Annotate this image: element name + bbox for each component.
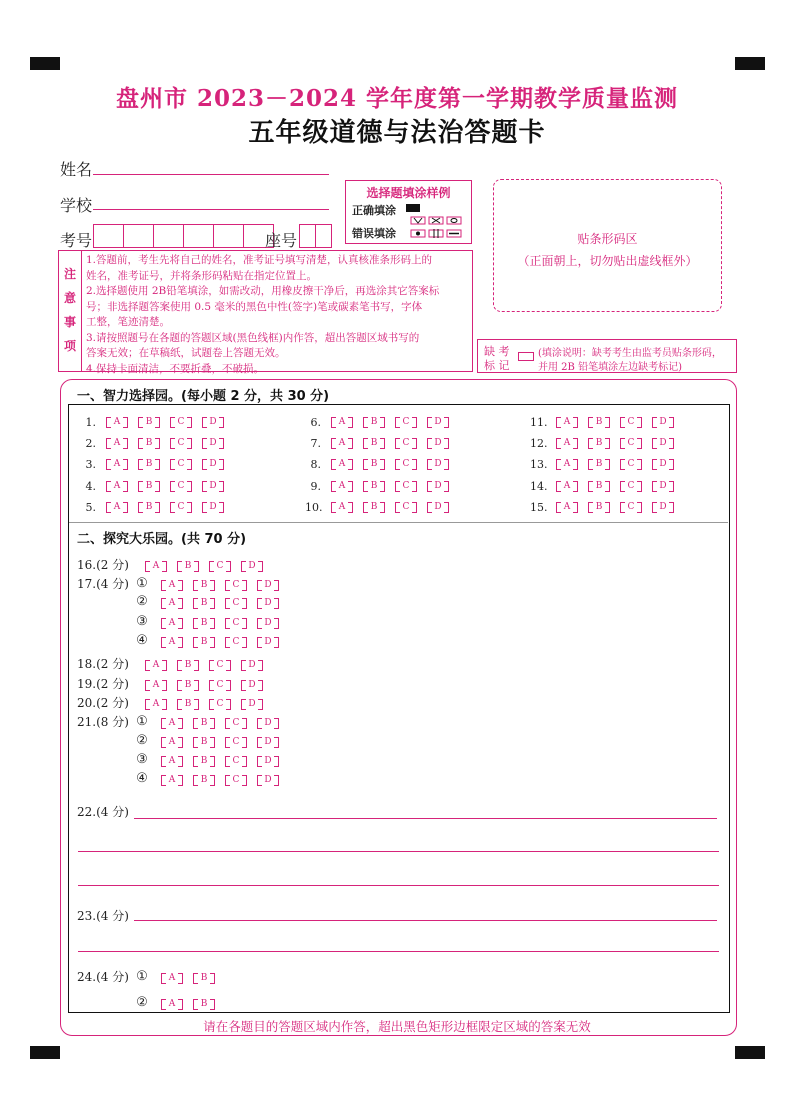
question-17-sub4 <box>133 633 279 648</box>
fill-sample-title: 选择题填涂样例 <box>366 186 451 200</box>
answer-option-bubble[interactable]: D <box>202 459 224 470</box>
notice-line: 3.请按照题号在各题的答题区域(黑色线框)内作答，超出答题区域书写的 <box>86 331 420 344</box>
answer-option-bubble[interactable]: D <box>202 438 224 449</box>
corner-marker-bottom-left <box>30 1046 60 1059</box>
notice-line: 工整，笔迹清楚。 <box>86 316 170 328</box>
question-number: 15. <box>530 501 548 514</box>
answer-option-bubble[interactable]: B <box>193 637 215 648</box>
choice-question <box>530 501 674 514</box>
option-row <box>151 970 215 984</box>
answer-option-bubble[interactable]: B <box>363 459 385 470</box>
wrong-fill-marks <box>410 215 466 241</box>
answer-option-bubble[interactable]: A <box>106 502 128 513</box>
answer-option-bubble[interactable]: D <box>202 481 224 492</box>
sub-question-marker: ③ <box>136 752 148 767</box>
choice-question <box>530 480 674 493</box>
notice-char: 意 <box>64 291 77 305</box>
footer-warning: 请在各题目的答题区域内作答，超出黑色矩形边框限定区域的答案无效 <box>203 1019 591 1034</box>
question-23 <box>77 907 129 924</box>
answer-option-bubble[interactable]: A <box>161 999 183 1010</box>
question-19 <box>77 675 263 692</box>
question-17 <box>77 575 279 592</box>
answer-option-bubble[interactable]: A <box>106 438 128 449</box>
section-divider <box>69 522 728 523</box>
fill-sample-box <box>345 180 472 244</box>
answer-option-bubble[interactable]: A <box>331 481 353 492</box>
answer-option-bubble[interactable]: D <box>202 502 224 513</box>
barcode-area[interactable] <box>493 179 722 312</box>
answer-option-bubble[interactable]: D <box>257 718 279 729</box>
answer-option-bubble[interactable]: B <box>193 775 215 786</box>
question-21-sub3 <box>133 752 279 767</box>
seat-no-label: 座号 <box>265 231 298 250</box>
wrong-fill-label: 错误填涂 <box>352 227 396 240</box>
answer-line[interactable] <box>78 951 719 952</box>
choice-question <box>530 437 674 450</box>
question-label: 18.(2 分) <box>77 657 129 671</box>
choice-question <box>305 416 449 429</box>
answer-option-bubble[interactable]: C <box>225 737 247 748</box>
question-label: 19.(2 分) <box>77 677 129 691</box>
answer-option-bubble[interactable]: C <box>620 481 642 492</box>
answer-option-bubble[interactable]: B <box>363 417 385 428</box>
answer-option-bubble[interactable]: B <box>193 598 215 609</box>
barcode-label: 贴条形码区 <box>577 232 638 246</box>
answer-option-bubble[interactable]: D <box>241 699 263 710</box>
choice-question <box>305 458 449 471</box>
option-row <box>135 558 263 572</box>
answer-option-bubble[interactable]: A <box>145 561 167 572</box>
answer-option-bubble[interactable]: C <box>209 680 231 691</box>
section2-heading: 二、探究大乐园。(共 70 分) <box>77 532 247 547</box>
choice-question <box>80 501 224 514</box>
answer-option-bubble[interactable]: A <box>161 973 183 984</box>
name-label: 姓名 <box>60 160 93 179</box>
question-number: 9. <box>310 480 321 493</box>
answer-option-bubble[interactable]: D <box>241 680 263 691</box>
answer-option-bubble[interactable]: D <box>241 561 263 572</box>
choice-question <box>80 458 224 471</box>
answer-option-bubble[interactable]: B <box>177 699 199 710</box>
answer-option-bubble[interactable]: C <box>395 417 417 428</box>
question-number: 10. <box>305 501 323 514</box>
option-row <box>151 753 279 767</box>
answer-option-bubble[interactable]: B <box>193 580 215 591</box>
answer-option-bubble[interactable]: D <box>257 775 279 786</box>
answer-option-bubble[interactable]: A <box>331 417 353 428</box>
answer-option-bubble[interactable]: C <box>620 459 642 470</box>
sub-question-marker: ② <box>136 733 148 748</box>
answer-option-bubble[interactable]: B <box>193 973 215 984</box>
answer-option-bubble[interactable]: D <box>427 417 449 428</box>
answer-option-bubble[interactable]: B <box>138 481 160 492</box>
answer-option-bubble[interactable]: A <box>331 438 353 449</box>
absence-label-1: 缺 考 <box>484 345 510 358</box>
answer-line[interactable] <box>134 818 717 819</box>
question-18 <box>77 655 263 672</box>
question-22 <box>77 803 129 820</box>
sub-question-marker: ① <box>136 714 148 729</box>
corner-marker-top-right <box>735 57 765 70</box>
answer-option-bubble[interactable]: D <box>652 459 674 470</box>
sub-question-marker: ① <box>136 576 148 591</box>
answer-option-bubble[interactable]: A <box>331 459 353 470</box>
answer-line[interactable] <box>78 851 719 852</box>
answer-option-bubble[interactable]: D <box>202 417 224 428</box>
notice-line: 答案无效；在草稿纸，试题卷上答题无效。 <box>86 347 286 359</box>
exam-no-label: 考号 <box>60 231 93 250</box>
absence-label-2: 标 记 <box>484 359 510 372</box>
answer-option-bubble[interactable]: C <box>620 438 642 449</box>
answer-option-bubble[interactable]: A <box>556 459 578 470</box>
answer-option-bubble[interactable]: B <box>363 502 385 513</box>
answer-option-bubble[interactable]: A <box>106 459 128 470</box>
correct-fill-label: 正确填涂 <box>352 204 396 217</box>
question-17-sub3 <box>133 614 279 629</box>
answer-option-bubble[interactable]: C <box>209 561 231 572</box>
question-number: 14. <box>530 480 548 493</box>
answer-option-bubble[interactable]: B <box>193 737 215 748</box>
notice-line: 号；非选择题答案使用 0.5 毫米的黑色中性(签字)笔或碳素笔书写，字体 <box>86 300 423 313</box>
answer-option-bubble[interactable]: C <box>170 459 192 470</box>
notice-line: 2.选择题使用 2B铅笔填涂，如需改动，用橡皮擦干净后，再选涂其它答案标 <box>86 285 440 297</box>
question-label: 23.(4 分) <box>77 909 129 923</box>
question-label: 16.(2 分) <box>77 558 129 572</box>
question-number: 1. <box>85 416 96 429</box>
answer-option-bubble[interactable]: C <box>225 637 247 648</box>
notice-items <box>86 253 469 377</box>
answer-option-bubble[interactable]: A <box>106 481 128 492</box>
seat-no-field[interactable] <box>299 224 332 248</box>
option-row <box>151 595 279 609</box>
option-row <box>135 696 263 710</box>
question-24-sub2 <box>133 995 215 1010</box>
question-16 <box>77 556 263 573</box>
answer-option-bubble[interactable]: D <box>652 502 674 513</box>
answer-option-bubble[interactable]: D <box>652 417 674 428</box>
option-row <box>151 715 279 729</box>
answer-option-bubble[interactable]: A <box>161 598 183 609</box>
absence-note-1: (填涂说明：缺考考生由监考员贴条形码， <box>538 348 722 359</box>
question-21 <box>77 713 279 730</box>
answer-option-bubble[interactable]: A <box>145 699 167 710</box>
answer-option-bubble[interactable]: D <box>427 481 449 492</box>
sub-question-marker: ① <box>136 969 148 984</box>
answer-option-bubble[interactable]: A <box>161 618 183 629</box>
answer-option-bubble[interactable]: D <box>427 438 449 449</box>
answer-option-bubble[interactable]: B <box>177 660 199 671</box>
option-row <box>151 577 279 591</box>
answer-option-bubble[interactable]: B <box>138 502 160 513</box>
choice-question <box>305 437 449 450</box>
correct-fill-mark <box>406 204 420 212</box>
answer-option-bubble[interactable]: B <box>193 718 215 729</box>
choice-question <box>80 416 224 429</box>
answer-option-bubble[interactable]: C <box>395 502 417 513</box>
answer-option-bubble[interactable]: B <box>588 417 610 428</box>
answer-option-bubble[interactable]: B <box>193 999 215 1010</box>
option-row <box>135 657 263 671</box>
answer-option-bubble[interactable]: A <box>556 502 578 513</box>
question-label: 20.(2 分) <box>77 696 129 710</box>
answer-option-bubble[interactable]: C <box>395 481 417 492</box>
school-label: 学校 <box>60 196 93 215</box>
answer-option-bubble[interactable]: A <box>161 756 183 767</box>
exam-title: 盘州市 2023－2024 学年度第一学期教学质量监测 <box>115 85 679 112</box>
answer-option-bubble[interactable]: A <box>161 580 183 591</box>
answer-option-bubble[interactable]: B <box>177 680 199 691</box>
answer-option-bubble[interactable]: C <box>170 417 192 428</box>
answer-option-bubble[interactable]: D <box>257 598 279 609</box>
answer-option-bubble[interactable]: B <box>363 481 385 492</box>
sub-question-marker: ④ <box>136 771 148 786</box>
choice-question <box>305 501 449 514</box>
answer-option-bubble[interactable]: B <box>177 561 199 572</box>
answer-option-bubble[interactable]: D <box>427 459 449 470</box>
answer-option-bubble[interactable]: C <box>170 502 192 513</box>
question-label: 21.(8 分) <box>77 715 129 729</box>
answer-option-bubble[interactable]: B <box>138 417 160 428</box>
answer-option-bubble[interactable]: C <box>209 699 231 710</box>
answer-option-bubble[interactable]: D <box>257 580 279 591</box>
answer-option-bubble[interactable]: B <box>138 438 160 449</box>
answer-option-bubble[interactable]: C <box>225 756 247 767</box>
answer-option-bubble[interactable]: B <box>588 438 610 449</box>
answer-option-bubble[interactable]: C <box>209 660 231 671</box>
choice-question <box>530 458 674 471</box>
notice-title-bar <box>59 251 82 371</box>
answer-option-bubble[interactable]: C <box>225 618 247 629</box>
section1-heading: 一、智力选择园。(每小题 2 分，共 30 分) <box>77 389 330 404</box>
question-number: 3. <box>85 458 96 471</box>
question-label: 24.(4 分) <box>77 970 129 984</box>
question-21-sub4 <box>133 771 279 786</box>
option-row <box>135 677 263 691</box>
question-17-sub2 <box>133 594 279 609</box>
answer-option-bubble[interactable]: C <box>395 438 417 449</box>
answer-option-bubble[interactable]: C <box>225 598 247 609</box>
question-number: 2. <box>85 437 96 450</box>
card-subtitle: 五年级道德与法治答题卡 <box>248 118 546 148</box>
answer-option-bubble[interactable]: D <box>257 737 279 748</box>
answer-option-bubble[interactable]: B <box>138 459 160 470</box>
notice-char: 事 <box>64 315 77 329</box>
sub-question-marker: ④ <box>136 633 148 648</box>
answer-line[interactable] <box>134 920 717 921</box>
choice-question <box>80 437 224 450</box>
corner-marker-top-left <box>30 57 60 70</box>
sub-question-marker: ② <box>136 995 148 1010</box>
option-row <box>151 634 279 648</box>
question-number: 11. <box>530 416 548 429</box>
answer-option-bubble[interactable]: D <box>257 637 279 648</box>
answer-option-bubble[interactable]: A <box>161 637 183 648</box>
answer-option-bubble[interactable]: B <box>193 618 215 629</box>
notice-char: 项 <box>64 339 77 353</box>
answer-option-bubble[interactable]: A <box>145 660 167 671</box>
sub-question-marker: ② <box>136 594 148 609</box>
question-number: 5. <box>85 501 96 514</box>
answer-option-bubble[interactable]: D <box>652 481 674 492</box>
barcode-instruction: （正面朝上，切勿贴出虚线框外） <box>517 254 698 268</box>
answer-option-bubble[interactable]: D <box>257 756 279 767</box>
answer-option-bubble[interactable]: B <box>363 438 385 449</box>
absence-mark-box <box>477 339 737 373</box>
option-row <box>151 615 279 629</box>
answer-option-bubble[interactable]: C <box>225 580 247 591</box>
answer-option-bubble[interactable]: A <box>556 481 578 492</box>
question-number: 13. <box>530 458 548 471</box>
answer-option-bubble[interactable]: A <box>556 417 578 428</box>
answer-option-bubble[interactable]: C <box>170 481 192 492</box>
choice-question <box>305 480 449 493</box>
answer-option-bubble[interactable]: D <box>241 660 263 671</box>
answer-option-bubble[interactable]: C <box>620 417 642 428</box>
answer-option-bubble[interactable]: A <box>145 680 167 691</box>
answer-option-bubble[interactable]: D <box>427 502 449 513</box>
school-field[interactable] <box>93 209 329 210</box>
absence-mark-checkbox[interactable] <box>518 352 534 361</box>
answer-option-bubble[interactable]: A <box>161 775 183 786</box>
answer-option-bubble[interactable]: D <box>652 438 674 449</box>
answer-option-bubble[interactable]: A <box>106 417 128 428</box>
choice-question <box>530 416 674 429</box>
question-number: 8. <box>310 458 321 471</box>
notice-box <box>58 250 473 375</box>
answer-option-bubble[interactable]: A <box>161 737 183 748</box>
choice-question <box>80 480 224 493</box>
answer-option-bubble[interactable]: B <box>588 502 610 513</box>
notice-line: 1.答题前，考生先将自己的姓名，准考证号填写清楚，认真核准条形码上的 <box>86 254 433 266</box>
notice-line: 4.保持卡面清洁，不要折叠，不破损。 <box>86 362 265 375</box>
option-row <box>151 996 215 1010</box>
answer-option-bubble[interactable]: A <box>161 718 183 729</box>
answer-line[interactable] <box>78 885 719 886</box>
question-number: 6. <box>310 416 321 429</box>
question-21-sub2 <box>133 733 279 748</box>
question-number: 4. <box>85 480 96 493</box>
question-label: 17.(4 分) <box>77 577 129 591</box>
answer-option-bubble[interactable]: C <box>395 459 417 470</box>
sub-question-marker: ③ <box>136 614 148 629</box>
notice-line: 姓名，准考证号，并将条形码粘贴在指定位置上。 <box>86 269 317 282</box>
answer-option-bubble[interactable]: B <box>588 459 610 470</box>
answer-option-bubble[interactable]: C <box>225 775 247 786</box>
name-field[interactable] <box>93 174 329 175</box>
answer-option-bubble[interactable]: D <box>257 618 279 629</box>
corner-marker-bottom-right <box>735 1046 765 1059</box>
question-24 <box>77 968 215 985</box>
answer-option-bubble[interactable]: C <box>225 718 247 729</box>
option-row <box>151 734 279 748</box>
question-label: 22.(4 分) <box>77 805 129 819</box>
option-row <box>151 772 279 786</box>
question-number: 12. <box>530 437 548 450</box>
absence-note-2: 并用 2B 铅笔填涂左边缺考标记) <box>538 362 682 373</box>
question-20 <box>77 694 263 711</box>
answer-option-bubble[interactable]: C <box>170 438 192 449</box>
notice-char: 注 <box>64 267 77 281</box>
exam-no-field[interactable] <box>93 224 274 248</box>
answer-option-bubble[interactable]: C <box>620 502 642 513</box>
answer-option-bubble[interactable]: A <box>331 502 353 513</box>
question-number: 7. <box>310 437 321 450</box>
answer-option-bubble[interactable]: A <box>556 438 578 449</box>
answer-option-bubble[interactable]: B <box>588 481 610 492</box>
answer-option-bubble[interactable]: B <box>193 756 215 767</box>
